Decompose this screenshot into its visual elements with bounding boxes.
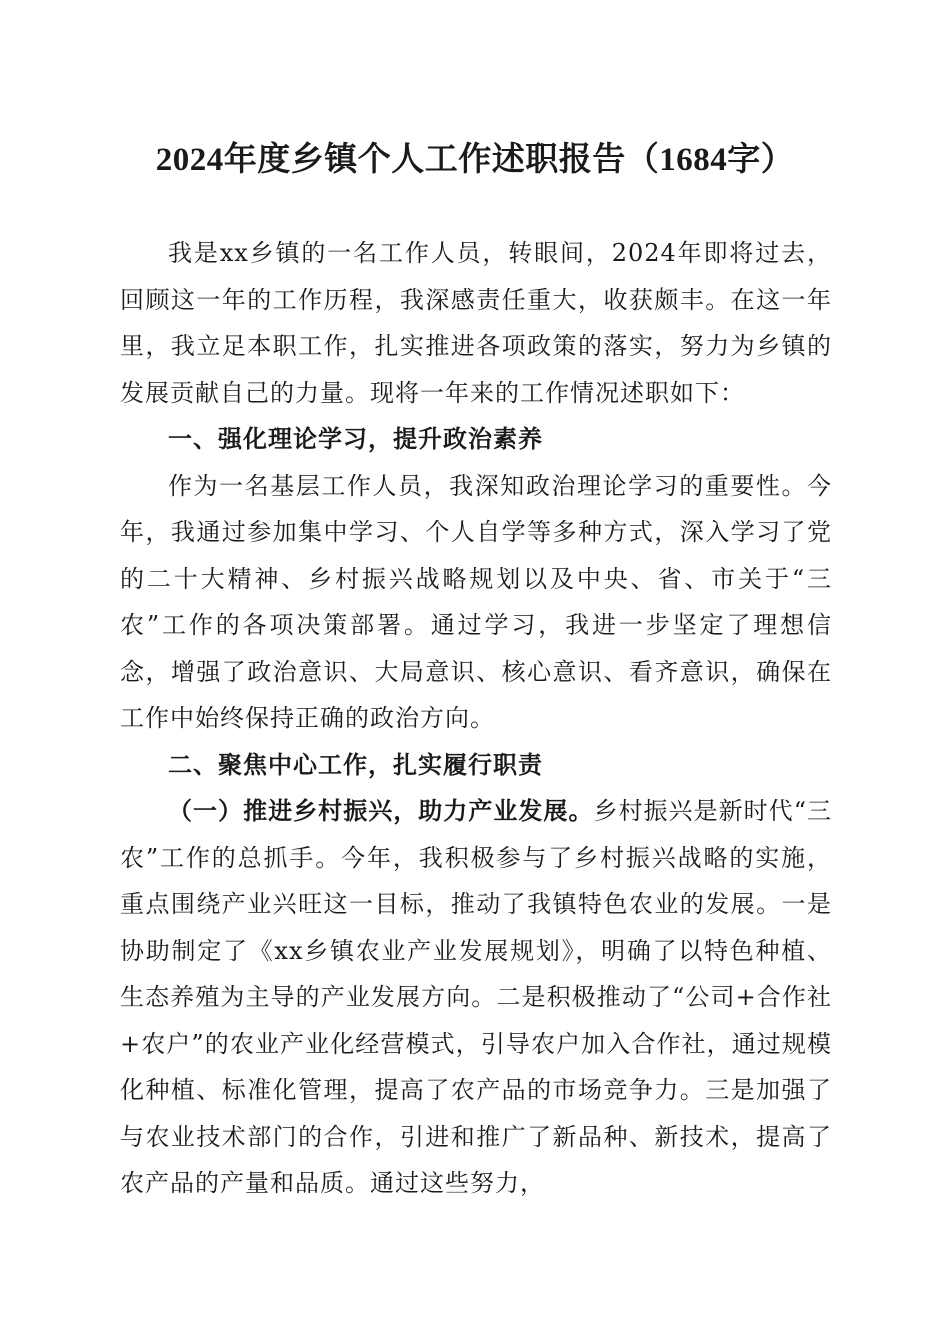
section-2-sub1-lead: （一）推进乡村振兴，助力产业发展。: [168, 797, 594, 825]
intro-paragraph: 我是xx乡镇的一名工作人员，转眼间，2024年即将过去，回顾这一年的工作历程，我深感责任重大，收获颇丰。在这一年里，我立足本职工作，扎实推进各项政策的落实，努力为乡镇的发展贡献自己的力量。现将一年来的工作情况述职如下：: [120, 239, 832, 407]
section-2-sub1-paragraph: [120, 788, 832, 1207]
section-2-sub1-text: 乡村振兴是新时代“三农”工作的总抓手。今年，我积极参与了乡村振兴战略的实施，重点围绕产业兴旺这一目标，推动了我镇特色农业的发展。一是协助制定了《xx乡镇农业产业发展规划》，明确了以特色种植、生态养殖为主导的产业发展方向。二是积极推动了“公司+合作社+农户”的农业产业化经营模式，引导农户加入合作社，通过规模化种植、标准化管理，提高了农产品的市场竞争力。三是加强了与农业技术部门的合作，引进和推广了新品种、新技术，提高了农产品的产量和品质。通过这些努力，: [120, 797, 832, 1197]
section-1-heading: 一、强化理论学习，提升政治素养: [168, 425, 543, 453]
section-1-paragraph: 作为一名基层工作人员，我深知政治理论学习的重要性。今年，我通过参加集中学习、个人自学等多种方式，深入学习了党的二十大精神、乡村振兴战略规划以及中央、省、市关于“三农”工作的各项决策部署。通过学习，我进一步坚定了理想信念，增强了政治意识、大局意识、核心意识、看齐意识，确保在工作中始终保持正确的政治方向。: [120, 471, 832, 732]
document-body: [120, 230, 832, 1207]
section-2-heading: 二、聚焦中心工作，扎实履行职责: [168, 750, 543, 779]
document-title: 2024年度乡镇个人工作述职报告（1684字）: [155, 142, 795, 178]
